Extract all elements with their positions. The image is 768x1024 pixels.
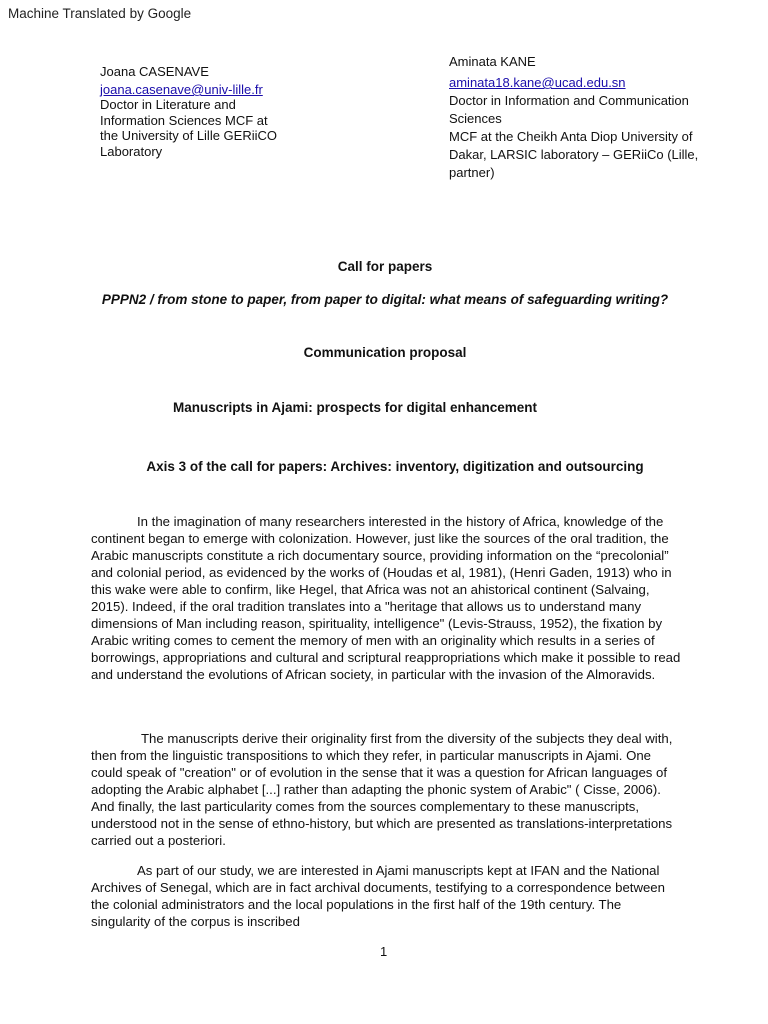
author-affiliation-line: Information Sciences MCF at xyxy=(100,112,268,128)
paragraph-text: In the imagination of many researchers interested in the history of Africa, knowledge of the continent began to emerge with colonization. However, just like the sources of the oral tradition, the Arabic manuscripts constitute a rich documentary source, providing information on the “precolonial” and colonial period, as evidenced by the works of (Houdas et al, 1981), (Henri Gaden, 1913) who in this wake were able to confirm, like Hegel, that Africa was not an ahistorical continent (Salvaing, 2015). Indeed, if the oral tradition translates into a "heritage that allows us to understand many dimensions of Man including reason, spirituality, intelligence" (Levis-Strauss, 1952), the fixation by Arabic writing comes to cement the memory of men with an originality which results in a series of borrowings, appropriations and cultural and scriptural reappropriations which make it possible to read and understand the evolutions of African society, in particular with the invasion of the Almoravids. xyxy=(91,514,681,682)
translation-banner: Machine Translated by Google xyxy=(8,6,192,21)
body-paragraph xyxy=(91,862,684,930)
body-paragraph xyxy=(91,513,684,683)
communication-proposal-heading: Communication proposal xyxy=(303,345,467,360)
author-affiliation-line: Dakar, LARSIC laboratory – GERiiCo (Lille, xyxy=(449,147,699,162)
author-block-kane xyxy=(449,53,719,182)
body-paragraph xyxy=(91,730,684,849)
author-email-link[interactable]: aminata18.kane@ucad.edu.sn xyxy=(449,75,626,90)
author-affiliation-line: partner) xyxy=(449,165,495,180)
author-affiliation-line: Doctor in Literature and xyxy=(100,97,236,112)
call-for-papers-heading: Call for papers xyxy=(337,259,433,274)
paragraph-text: As part of our study, we are interested in Ajami manuscripts kept at IFAN and the National Archives of Senegal, which are in fact archival documents, testifying to a correspondence between the colonial administrators and the local populations in the first half of the 19th century. The singularity of the corpus is inscribed xyxy=(91,863,665,929)
axis-title: Axis 3 of the call for papers: Archives: inventory, digitization and outsourcing xyxy=(146,459,644,474)
author-email-link[interactable]: joana.casenave@univ-lille.fr xyxy=(100,82,263,97)
author-affiliation-line: Sciences xyxy=(449,111,502,126)
author-affiliation-line: MCF at the Cheikh Anta Diop University of xyxy=(449,129,693,144)
paragraph-text: The manuscripts derive their originality first from the diversity of the subjects they deal with, then from the linguistic transpositions to which they refer, in particular manuscripts in Ajami. One could speak of "creation" or of evolution in the sense that it was a question for African languages of adopting the Arabic alphabet [...] rather than adapting the phonic system of Arabic" ( Cisse, 2006). And finally, the last particularity comes from the sources complementary to these manuscripts, understood not in the sense of ethno-history, but which are presented as translations-interpretations carried out a posteriori. xyxy=(91,731,673,848)
page-number: 1 xyxy=(380,944,388,959)
author-block-casenave xyxy=(100,63,300,159)
author-affiliation-line: Doctor in Information and Communication xyxy=(449,93,689,108)
pppn-title: PPPN2 / from stone to paper, from paper to digital: what means of safeguarding writing? xyxy=(101,292,669,307)
author-affiliation-line: the University of Lille GERiiCO xyxy=(100,128,277,143)
author-name: Joana CASENAVE xyxy=(100,64,209,79)
author-affiliation-line: Laboratory xyxy=(100,143,163,159)
manuscripts-title: Manuscripts in Ajami: prospects for digital enhancement xyxy=(172,400,538,415)
author-name: Aminata KANE xyxy=(449,54,536,69)
